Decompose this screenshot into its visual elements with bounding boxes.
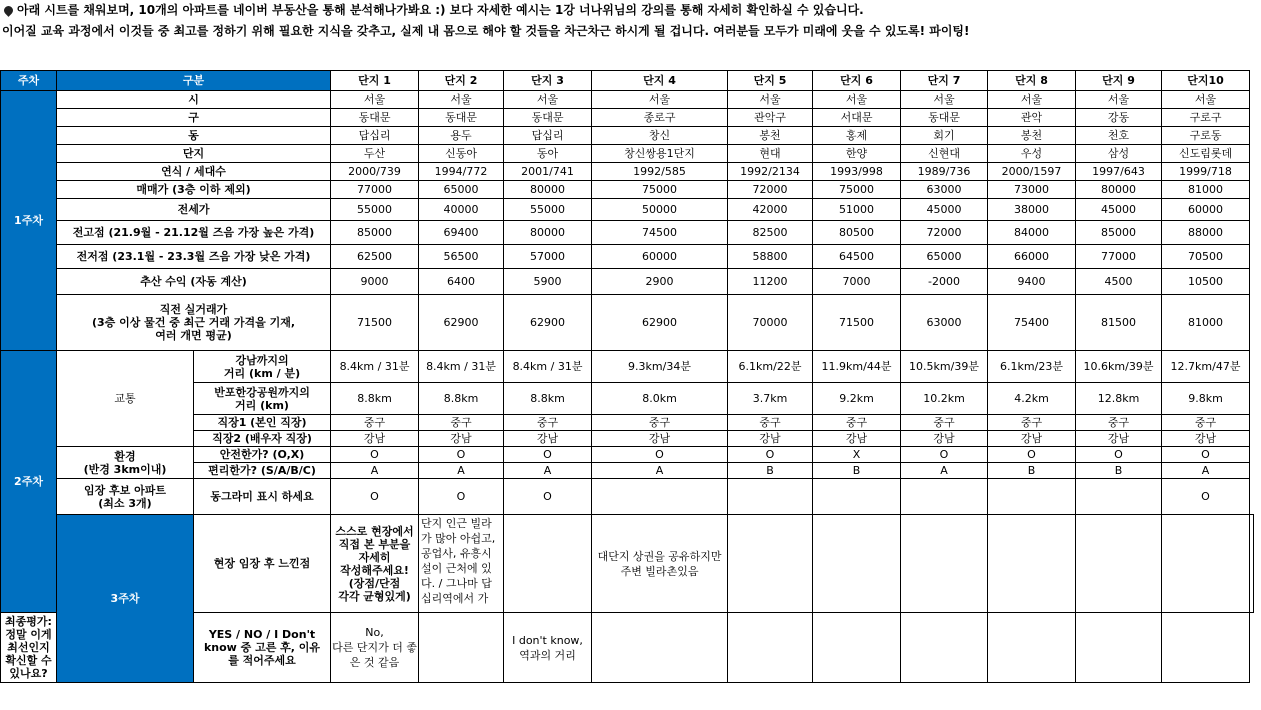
value-cell: O [419, 447, 504, 463]
final-evaluation-cell [728, 613, 813, 683]
value-cell: 6400 [419, 269, 504, 295]
value-cell: 8.8km [419, 383, 504, 415]
value-cell: 10.5km/39분 [901, 351, 988, 383]
value-cell: 45000 [901, 199, 988, 221]
row-label-recent [57, 295, 331, 351]
value-cell: 6.1km/23분 [988, 351, 1076, 383]
label-line: 를 적어주세요 [228, 654, 296, 667]
value-cell: O [504, 447, 592, 463]
candidate-mark: O [504, 479, 592, 515]
value-cell: 85000 [1076, 221, 1162, 245]
header-complex: 단지 9 [1076, 71, 1162, 91]
header-complex: 단지 3 [504, 71, 592, 91]
header-category: 구분 [57, 71, 331, 91]
value-cell: 8.0km [592, 383, 728, 415]
value-cell: 45000 [1076, 199, 1162, 221]
row-label-low: 전저점 (23.1월 - 23.3월 즈음 가장 낮은 가격) [57, 245, 331, 269]
value-cell: 55000 [331, 199, 419, 221]
value-cell: B [988, 463, 1076, 479]
final-evaluation-cell: No, 다른 단지가 더 좋은 것 같음 [331, 613, 419, 683]
value-cell: 두산 [331, 145, 419, 163]
value-cell: 11200 [728, 269, 813, 295]
row-label-gangnam [194, 351, 331, 383]
value-cell: 71500 [813, 295, 901, 351]
week-2-label: 2주차 [1, 351, 57, 613]
value-cell: O [331, 447, 419, 463]
label-line: 확신할 수 있나요? [5, 654, 52, 680]
label-line: know 중 고른 후, 이유 [203, 641, 321, 654]
row-danji [1, 145, 1254, 163]
value-cell: 종로구 [592, 109, 728, 127]
row-label-si: 시 [57, 91, 331, 109]
value-cell: 84000 [988, 221, 1076, 245]
label-line: 직전 실거래가 [159, 303, 228, 316]
feel-memo-cell [504, 515, 592, 613]
value-cell: 72000 [901, 221, 988, 245]
value-cell: 9.3km/34분 [592, 351, 728, 383]
value-cell: 57000 [504, 245, 592, 269]
value-cell: 9400 [988, 269, 1076, 295]
value-cell: 8.4km / 31분 [331, 351, 419, 383]
value-cell: 64500 [813, 245, 901, 269]
value-cell: 12.8km [1076, 383, 1162, 415]
value-cell: 우성 [988, 145, 1076, 163]
label-line: 임장 후보 아파트 [83, 483, 167, 497]
value-cell: 77000 [331, 181, 419, 199]
candidate-mark [728, 479, 813, 515]
value-cell: 85000 [331, 221, 419, 245]
value-cell: 1997/643 [1076, 163, 1162, 181]
header-week: 주차 [1, 71, 57, 91]
value-cell: 66000 [988, 245, 1076, 269]
value-cell: 서울 [728, 91, 813, 109]
value-cell: A [901, 463, 988, 479]
value-cell: 62900 [504, 295, 592, 351]
candidate-instruction: 동그라미 표시 하세요 [194, 479, 331, 515]
value-cell: 1989/736 [901, 163, 988, 181]
value-cell: 봉천 [988, 127, 1076, 145]
row-label-danji: 단지 [57, 145, 331, 163]
row-label-banpo [194, 383, 331, 415]
value-cell: B [1076, 463, 1162, 479]
final-evaluation-cell [1076, 613, 1162, 683]
header-complex: 단지 6 [813, 71, 901, 91]
value-cell: 8.8km [504, 383, 592, 415]
value-cell: 중구 [1162, 415, 1250, 431]
value-cell: 5900 [504, 269, 592, 295]
value-cell: 홍제 [813, 127, 901, 145]
value-cell: 관악구 [728, 109, 813, 127]
value-cell: 80000 [1076, 181, 1162, 199]
value-cell: A [1162, 463, 1250, 479]
final-evaluation-cell [901, 613, 988, 683]
row-label-conv: 편리한가? (S/A/B/C) [194, 463, 331, 479]
value-cell: 서울 [504, 91, 592, 109]
value-cell: 답십리 [331, 127, 419, 145]
final-evaluation-cell [592, 613, 728, 683]
candidate-mark: O [419, 479, 504, 515]
row-high [1, 221, 1254, 245]
value-cell: 10.2km [901, 383, 988, 415]
value-cell: 강남 [1162, 431, 1250, 447]
row-label-gu: 구 [57, 109, 331, 127]
label-line: (3층 이상 물건 중 최근 거래 가격을 기재, [91, 316, 296, 329]
header-complex: 단지 1 [331, 71, 419, 91]
value-cell: 74500 [592, 221, 728, 245]
value-cell: 62900 [419, 295, 504, 351]
value-cell: 서대문 [813, 109, 901, 127]
value-cell: 동아 [504, 145, 592, 163]
value-cell: 80000 [504, 221, 592, 245]
label-line: 여러 개면 평균) [155, 329, 232, 342]
final-instruction [194, 613, 331, 683]
value-cell: 56500 [419, 245, 504, 269]
intro-line-1: 아래 시트를 채워보며, 10개의 아파트를 네이버 부동산을 통해 분석해나가봐요 :) 보다 자세한 예시는 1강 너나위님의 강의를 통해 자세히 확인하실 수 있습니다. [2, 0, 1261, 21]
value-cell: 강남 [988, 431, 1076, 447]
value-cell: 62500 [331, 245, 419, 269]
value-cell: 서울 [988, 91, 1076, 109]
value-cell: 강남 [504, 431, 592, 447]
feel-label: 현장 임장 후 느낀점 [194, 515, 331, 613]
row-label-high: 전고점 (21.9월 - 21.12월 즈음 가장 높은 가격) [57, 221, 331, 245]
value-cell: 강남 [331, 431, 419, 447]
value-cell: 1992/2134 [728, 163, 813, 181]
value-cell: 중구 [813, 415, 901, 431]
value-cell: 삼성 [1076, 145, 1162, 163]
label-line: 환경 [114, 449, 136, 463]
value-cell: 동대문 [504, 109, 592, 127]
value-cell: 80500 [813, 221, 901, 245]
header-complex: 단지10 [1162, 71, 1250, 91]
value-cell: 구로구 [1162, 109, 1250, 127]
value-cell: O [592, 447, 728, 463]
value-cell: A [419, 463, 504, 479]
value-cell: 60000 [1162, 199, 1250, 221]
feel-instruction [331, 515, 419, 613]
feel-memo-cell: 단지 인근 빌라가 많아 아쉽고, 공업사, 유흥시설이 근처에 있다. / 그나마 답십리역에서 가 [419, 515, 504, 613]
traffic-label: 교통 [57, 351, 194, 447]
header-complex: 단지 2 [419, 71, 504, 91]
row-label-job1: 직장1 (본인 직장) [194, 415, 331, 431]
value-cell: 88000 [1162, 221, 1250, 245]
final-evaluation-cell [988, 613, 1076, 683]
value-cell: O [988, 447, 1076, 463]
candidate-mark [1076, 479, 1162, 515]
value-cell: 현대 [728, 145, 813, 163]
value-cell: 8.8km [331, 383, 419, 415]
final-evaluation-cell [813, 613, 901, 683]
value-cell: 신현대 [901, 145, 988, 163]
label-line: 각각 균형있게) [338, 589, 411, 603]
value-cell: 8.4km / 31분 [419, 351, 504, 383]
final-evaluation-cell: I don't know, 역과의 거리 [504, 613, 592, 683]
value-cell: 70000 [728, 295, 813, 351]
candidate-label [57, 479, 194, 515]
label-line: 스스로 현장에서 [335, 524, 414, 538]
value-cell: A [331, 463, 419, 479]
value-cell: 신도림롯데 [1162, 145, 1250, 163]
value-cell: 답십리 [504, 127, 592, 145]
value-cell: 관악 [988, 109, 1076, 127]
label-line: 작성해주세요! [340, 563, 409, 577]
feel-memo-cell [988, 515, 1076, 613]
value-cell: X [813, 447, 901, 463]
feel-memo-cell [1076, 515, 1162, 613]
feel-memo-cell [813, 515, 901, 613]
value-cell: 창신쌍용1단지 [592, 145, 728, 163]
value-cell: O [1162, 447, 1250, 463]
value-cell: 서울 [901, 91, 988, 109]
value-cell: 동대문 [419, 109, 504, 127]
value-cell: 9000 [331, 269, 419, 295]
value-cell: 중구 [728, 415, 813, 431]
value-cell: 72000 [728, 181, 813, 199]
row-low [1, 245, 1254, 269]
row-profit [1, 269, 1254, 295]
label-line: 거리 (km / 분) [223, 366, 301, 380]
row-label-job2: 직장2 (배우자 직장) [194, 431, 331, 447]
value-cell: A [592, 463, 728, 479]
value-cell: 65000 [419, 181, 504, 199]
label-line: (최소 3개) [98, 496, 152, 510]
value-cell: O [1076, 447, 1162, 463]
value-cell: 강남 [419, 431, 504, 447]
value-cell: 서울 [813, 91, 901, 109]
row-si [1, 91, 1254, 109]
label-line: 강남까지의 [235, 353, 289, 367]
value-cell: 강남 [728, 431, 813, 447]
header-complex: 단지 4 [592, 71, 728, 91]
candidate-mark [901, 479, 988, 515]
value-cell: 8.4km / 31분 [504, 351, 592, 383]
value-cell: 81500 [1076, 295, 1162, 351]
value-cell: 서울 [592, 91, 728, 109]
value-cell: 서울 [1076, 91, 1162, 109]
value-cell: 중구 [592, 415, 728, 431]
value-cell: 봉천 [728, 127, 813, 145]
row-recent [1, 295, 1254, 351]
label-line: 정말 이게 최선인지 [5, 628, 52, 654]
value-cell: 중구 [901, 415, 988, 431]
candidate-mark: O [331, 479, 419, 515]
value-cell: B [728, 463, 813, 479]
value-cell: 50000 [592, 199, 728, 221]
value-cell: 6.1km/22분 [728, 351, 813, 383]
value-cell: B [813, 463, 901, 479]
feel-memo-cell: 대단지 상권을 공유하지만 주변 빌라촌있음 [592, 515, 728, 613]
value-cell: 강남 [813, 431, 901, 447]
value-cell: 70500 [1162, 245, 1250, 269]
value-cell: 2000/1597 [988, 163, 1076, 181]
value-cell: 동대문 [331, 109, 419, 127]
value-cell: 7000 [813, 269, 901, 295]
value-cell: 한양 [813, 145, 901, 163]
row-sale [1, 181, 1254, 199]
header-complex: 단지 5 [728, 71, 813, 91]
row-feel [1, 515, 1254, 613]
feel-memo-cell [728, 515, 813, 613]
value-cell: 77000 [1076, 245, 1162, 269]
value-cell: 80000 [504, 181, 592, 199]
value-cell: 12.7km/47분 [1162, 351, 1250, 383]
value-cell: 1999/718 [1162, 163, 1250, 181]
value-cell: 동대문 [901, 109, 988, 127]
row-gu [1, 109, 1254, 127]
value-cell: 81000 [1162, 181, 1250, 199]
value-cell: 중구 [504, 415, 592, 431]
value-cell: 38000 [988, 199, 1076, 221]
value-cell: A [504, 463, 592, 479]
value-cell: 60000 [592, 245, 728, 269]
candidate-mark [988, 479, 1076, 515]
intro-text [2, 0, 1261, 42]
value-cell: 73000 [988, 181, 1076, 199]
final-evaluation-cell [419, 613, 504, 683]
week-1-label: 1주차 [1, 91, 57, 351]
value-cell: 42000 [728, 199, 813, 221]
final-label [1, 613, 57, 683]
value-cell: 63000 [901, 295, 988, 351]
label-line: 반포한강공원까지의 [214, 385, 310, 399]
value-cell: 58800 [728, 245, 813, 269]
value-cell: 용두 [419, 127, 504, 145]
row-label-dong: 동 [57, 127, 331, 145]
value-cell: 중구 [1076, 415, 1162, 431]
feel-memo-cell [1250, 515, 1254, 613]
row-candidate [1, 479, 1254, 515]
row-year [1, 163, 1254, 181]
value-cell: 69400 [419, 221, 504, 245]
label-line: (반경 3km이내) [83, 462, 167, 476]
week-3-label: 3주차 [57, 515, 194, 683]
pin-icon [2, 4, 15, 17]
value-cell: 10500 [1162, 269, 1250, 295]
header-row [1, 71, 1254, 91]
value-cell: 강동 [1076, 109, 1162, 127]
value-cell: 서울 [1162, 91, 1250, 109]
value-cell: 71500 [331, 295, 419, 351]
value-cell: 중구 [988, 415, 1076, 431]
value-cell: 중구 [419, 415, 504, 431]
value-cell: 11.9km/44분 [813, 351, 901, 383]
intro-line-2: 이어질 교육 과정에서 이것들 중 최고를 정하기 위해 필요한 지식을 갖추고, 실제 내 몸으로 해야 할 것들을 차근차근 하시게 될 겁니다. 여러분들 모두가 미래에 웃을 수 있도록! 파이팅! [2, 24, 970, 38]
value-cell: 2000/739 [331, 163, 419, 181]
value-cell: 65000 [901, 245, 988, 269]
label-line: (장점/단점 [348, 576, 401, 590]
value-cell: 강남 [1076, 431, 1162, 447]
value-cell: 10.6km/39분 [1076, 351, 1162, 383]
value-cell: 강남 [901, 431, 988, 447]
value-cell: 62900 [592, 295, 728, 351]
value-cell: 63000 [901, 181, 988, 199]
feel-memo-cell [1162, 515, 1250, 613]
value-cell: 구로동 [1162, 127, 1250, 145]
value-cell: 회기 [901, 127, 988, 145]
value-cell: 75000 [813, 181, 901, 199]
row-label-year: 연식 / 세대수 [57, 163, 331, 181]
row-label-profit: 추산 수익 (자동 계산) [57, 269, 331, 295]
label-line: 직접 본 부분을 자세히 [338, 537, 411, 564]
value-cell: 서울 [419, 91, 504, 109]
label-line: 최종평가: [5, 615, 52, 628]
value-cell: 2900 [592, 269, 728, 295]
candidate-mark: O [1162, 479, 1250, 515]
value-cell: 천호 [1076, 127, 1162, 145]
final-evaluation-cell [1162, 613, 1250, 683]
value-cell: 강남 [592, 431, 728, 447]
candidate-mark [813, 479, 901, 515]
value-cell: 55000 [504, 199, 592, 221]
row-label-sale: 매매가 (3층 이하 제외) [57, 181, 331, 199]
value-cell: 신동아 [419, 145, 504, 163]
row-jeonse [1, 199, 1254, 221]
label-line: 거리 (km) [235, 398, 289, 412]
value-cell: 1992/585 [592, 163, 728, 181]
row-label-safe: 안전한가? (O,X) [194, 447, 331, 463]
value-cell: 1994/772 [419, 163, 504, 181]
value-cell: O [728, 447, 813, 463]
value-cell: 51000 [813, 199, 901, 221]
value-cell: O [901, 447, 988, 463]
value-cell: 40000 [419, 199, 504, 221]
row-label-jeonse: 전세가 [57, 199, 331, 221]
header-complex: 단지 7 [901, 71, 988, 91]
env-label [57, 447, 194, 479]
header-complex: 단지 8 [988, 71, 1076, 91]
value-cell: -2000 [901, 269, 988, 295]
value-cell: 82500 [728, 221, 813, 245]
row-dong [1, 127, 1254, 145]
label-line: YES / NO / I Don't [208, 628, 316, 641]
value-cell: 75000 [592, 181, 728, 199]
feel-memo-cell [901, 515, 988, 613]
value-cell: 1993/998 [813, 163, 901, 181]
value-cell: 창신 [592, 127, 728, 145]
value-cell: 3.7km [728, 383, 813, 415]
value-cell: 81000 [1162, 295, 1250, 351]
row-gangnam [1, 351, 1254, 383]
apartment-analysis-sheet [0, 70, 1254, 683]
value-cell: 9.8km [1162, 383, 1250, 415]
value-cell: 서울 [331, 91, 419, 109]
value-cell: 2001/741 [504, 163, 592, 181]
row-safe [1, 447, 1254, 463]
value-cell: 중구 [331, 415, 419, 431]
value-cell: 4.2km [988, 383, 1076, 415]
value-cell: 4500 [1076, 269, 1162, 295]
candidate-mark [592, 479, 728, 515]
value-cell: 9.2km [813, 383, 901, 415]
value-cell: 75400 [988, 295, 1076, 351]
